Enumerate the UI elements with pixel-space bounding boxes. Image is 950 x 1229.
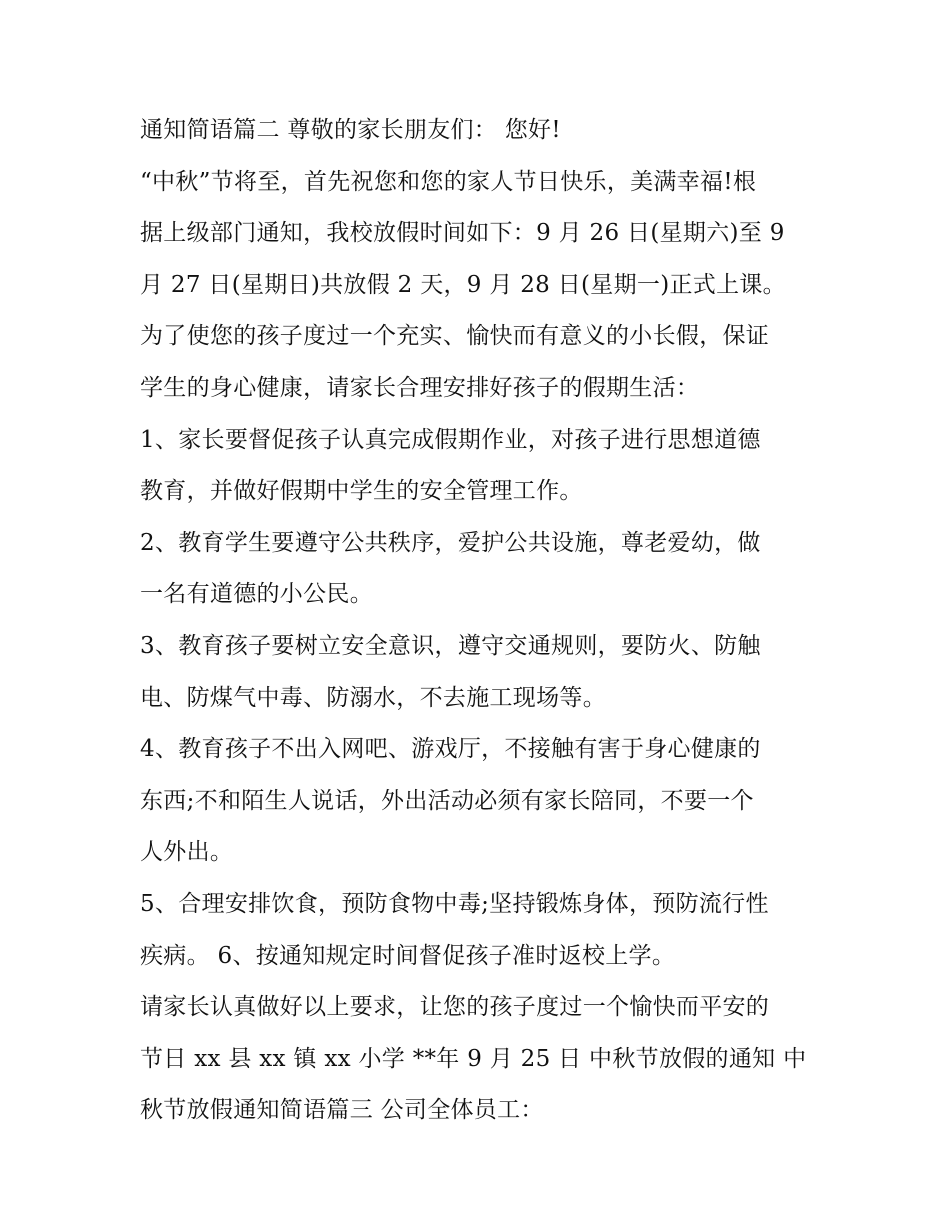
- text-line: 电、防煤气中毒、防溺水，不去施工现场等。: [140, 684, 606, 711]
- text-line: 东西;不和陌生人说话，外出活动必须有家长陪同，不要一个: [140, 787, 754, 814]
- text-line: 3、教育孩子要树立安全意识，遵守交通规则，要防火、防触: [140, 632, 761, 659]
- text-line: 5、合理安排饮食，预防食物中毒;坚持锻炼身体，预防流行性: [140, 890, 769, 917]
- text-line: 教育，并做好假期中学生的安全管理工作。: [140, 478, 583, 505]
- text-line: 疾病。 6、按通知规定时间督促孩子准时返校上学。: [140, 942, 676, 969]
- text-line: 学生的身心健康，请家长合理安排好孩子的假期生活：: [140, 374, 700, 401]
- text-line: “中秋”节将至，首先祝您和您的家人节日快乐，美满幸福!根: [140, 168, 757, 195]
- text-line: 为了使您的孩子度过一个充实、愉快而有意义的小长假，保证: [140, 323, 770, 350]
- text-line: 秋节放假通知简语篇三 公司全体员工：: [140, 1097, 544, 1124]
- text-line: 1、家长要督促孩子认真完成假期作业，对孩子进行思想道德: [140, 426, 761, 453]
- text-line: 据上级部门通知，我校放假时间如下：9 月 26 日(星期六)至 9: [140, 220, 785, 247]
- text-line: 月 27 日(星期日)共放假 2 天，9 月 28 日(星期一)正式上课。: [140, 271, 786, 298]
- text-line: 4、教育孩子不出入网吧、游戏厅，不接触有害于身心健康的: [140, 736, 761, 763]
- text-line: 请家长认真做好以上要求，让您的孩子度过一个愉快而平安的: [140, 994, 770, 1021]
- document-body: [140, 105, 840, 1137]
- text-line: 节日 xx 县 xx 镇 xx 小学 **年 9 月 25 日 中秋节放假的通知 中: [140, 1045, 807, 1072]
- text-line: 通知简语篇二 尊敬的家长朋友们： 您好!: [140, 117, 561, 143]
- text-line: 一名有道德的小公民。: [140, 581, 373, 608]
- text-line: 2、教育学生要遵守公共秩序，爱护公共设施，尊老爱幼，做: [140, 529, 761, 556]
- text-line: 人外出。: [140, 839, 234, 866]
